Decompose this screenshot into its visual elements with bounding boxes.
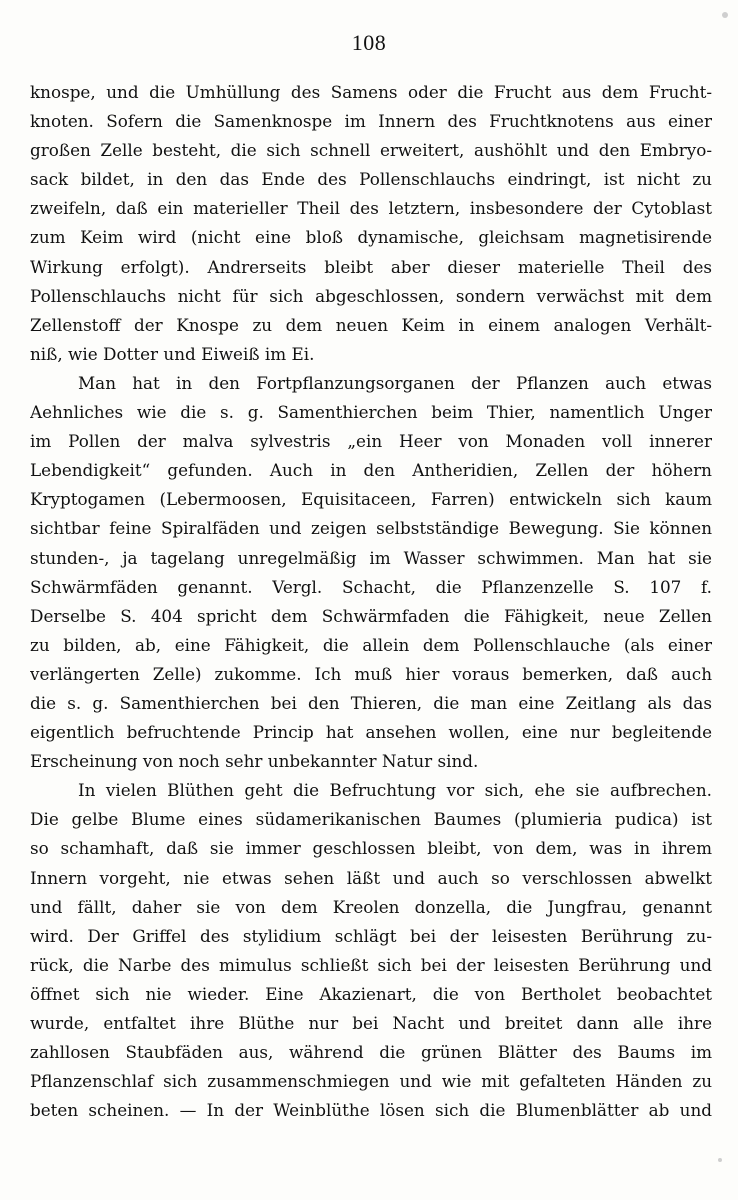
text-line: zweifeln, daß ein materieller Theil des letztern, insbesondere der Cytoblast bbox=[30, 198, 712, 219]
text-line: wurde, entfaltet ihre Blüthe nur bei Nacht und breitet dann alle ihre bbox=[30, 1013, 712, 1033]
text-line: Pflanzenschlaf sich zusammenschmiegen und wie mit gefalteten Händen zu bbox=[30, 1071, 712, 1092]
text-line: im Pollen der malva sylvestris „ein Heer von Monaden voll innerer bbox=[30, 431, 712, 452]
text-line: Schwärmfäden genannt. Vergl. Schacht, die Pflanzenzelle S. 107 f. bbox=[30, 576, 712, 597]
text-line: knospe, und die Umhüllung des Samens oder die Frucht aus dem Frucht- bbox=[30, 82, 712, 102]
text-line: Die gelbe Blume eines südamerikanischen Baumes (plumieria pudica) ist bbox=[30, 809, 712, 830]
text-line: knoten. Sofern die Samenknospe im Innern des Fruchtknotens aus einer bbox=[30, 111, 712, 132]
text-line: Innern vorgeht, nie etwas sehen läßt und auch so verschlossen abwelkt bbox=[30, 867, 712, 888]
text-line: sack bildet, in den das Ende des Pollenschlauchs eindringt, ist nicht zu bbox=[30, 169, 712, 190]
text-line: Zellenstoff der Knospe zu dem neuen Keim in einem analogen Verhält- bbox=[30, 314, 712, 335]
text-line: Lebendigkeit“ gefunden. Auch in den Antheridien, Zellen der höhern bbox=[30, 460, 712, 481]
page-number: 108 bbox=[351, 30, 387, 55]
text-line: Wirkung erfolgt). Andrerseits bleibt aber dieser materielle Theil des bbox=[30, 256, 712, 277]
text-line: Pollenschlauchs nicht für sich abgeschlossen, sondern verwächst mit dem bbox=[30, 285, 712, 306]
text-line: und fällt, daher sie von dem Kreolen donzella, die Jungfrau, genannt bbox=[30, 896, 712, 917]
text-line: sichtbar feine Spiralfäden und zeigen selbstständige Bewegung. Sie können bbox=[30, 518, 712, 539]
text-line: In vielen Blüthen geht die Befruchtung vor sich, ehe sie aufbrechen. bbox=[78, 780, 712, 801]
text-line: beten scheinen. — In der Weinblüthe lösen sich die Blumenblätter ab und bbox=[30, 1100, 712, 1121]
text-line: eigentlich befruchtende Princip hat ansehen wollen, eine nur begleitende bbox=[30, 722, 712, 743]
text-line: Kryptogamen (Lebermoosen, Equisitaceen, Farren) entwickeln sich kaum bbox=[30, 489, 712, 510]
paper-speck bbox=[718, 1158, 722, 1162]
text-line: die s. g. Samenthierchen bei den Thieren, die man eine Zeitlang als das bbox=[30, 692, 712, 713]
text-line: Man hat in den Fortpflanzungsorganen der Pflanzen auch etwas bbox=[78, 372, 712, 393]
text-line: Aehnliches wie die s. g. Samenthierchen beim Thier, namentlich Unger bbox=[30, 402, 712, 423]
text-line: zu bilden, ab, eine Fähigkeit, die allein dem Pollenschlauche (als einer bbox=[30, 634, 712, 655]
text-line: stunden-, ja tagelang unregelmäßig im Wasser schwimmen. Man hat sie bbox=[30, 547, 712, 568]
text-line: niß, wie Dotter und Eiweiß im Ei. bbox=[30, 343, 315, 364]
text-line: zum Keim wird (nicht eine bloß dynamische, gleichsam magnetisirende bbox=[30, 227, 712, 248]
text-line: öffnet sich nie wieder. Eine Akazienart, die von Bertholet beobachtet bbox=[30, 983, 712, 1004]
text-line: Erscheinung von noch sehr unbekannter Natur sind. bbox=[30, 751, 479, 772]
text-line: so schamhaft, daß sie immer geschlossen bleibt, von dem, was in ihrem bbox=[30, 838, 712, 859]
text-line: rück, die Narbe des mimulus schließt sich bei der leisesten Berührung und bbox=[30, 954, 712, 975]
text-line: verlängerten Zelle) zukomme. Ich muß hier voraus bemerken, daß auch bbox=[30, 663, 712, 684]
text-line: wird. Der Griffel des stylidium schlägt bei der leisesten Berührung zu- bbox=[30, 925, 712, 946]
text-line: Derselbe S. 404 spricht dem Schwärmfaden die Fähigkeit, neue Zellen bbox=[30, 605, 712, 626]
paper-speck bbox=[722, 12, 728, 18]
text-line: zahllosen Staubfäden aus, während die grünen Blätter des Baums im bbox=[30, 1042, 712, 1063]
body-text bbox=[30, 78, 712, 1125]
text-line: großen Zelle besteht, die sich schnell erweitert, aushöhlt und den Embryo- bbox=[30, 140, 712, 161]
